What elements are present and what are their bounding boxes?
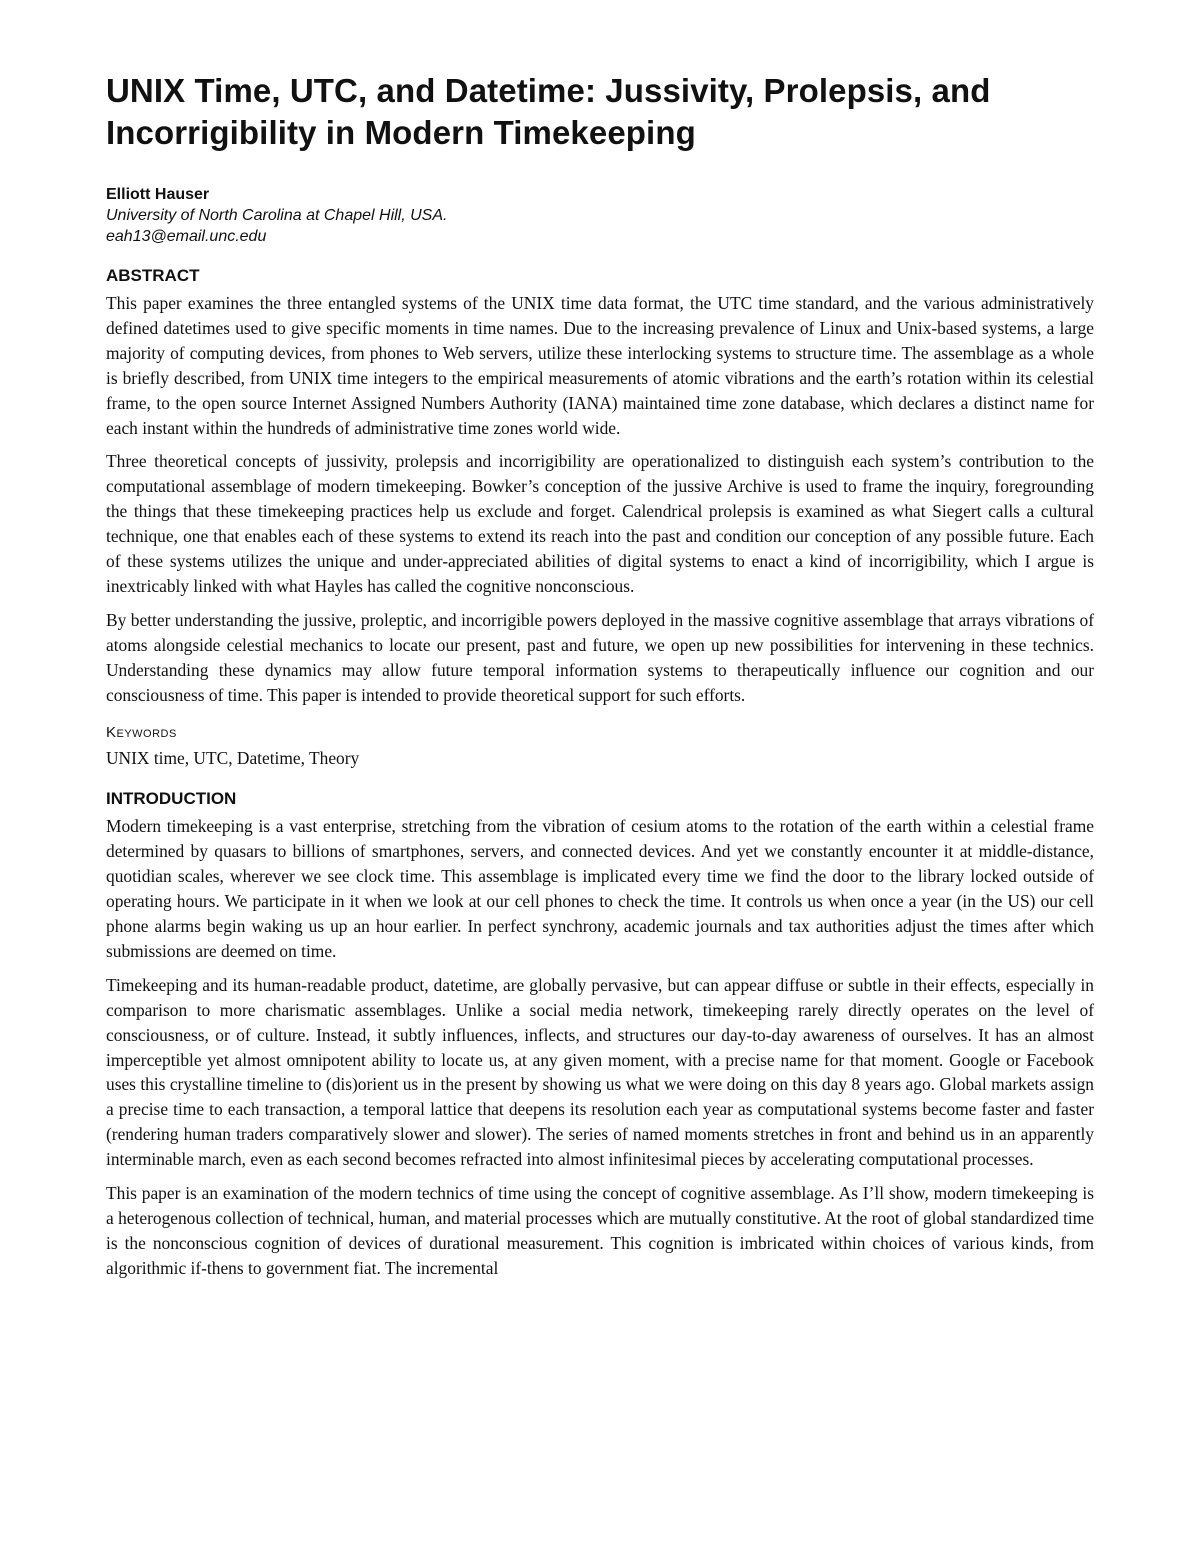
abstract-heading: ABSTRACT — [106, 266, 200, 285]
introduction-paragraph: Modern timekeeping is a vast enterprise, stretching from the vibration of cesium atoms to the rotation of the earth within a celestial frame determined by quasars to billions of smartphones, servers, and connected devices. And yet we constantly encounter it at middle-distance, quotidian scales, wherever we see clock time. This assemblage is implicated every time we find the door to the library locked outside of operating hours. We participate in it when we look at our cell phones to check the time. It controls us when once a year (in the US) our cell phone alarms begin waking us up an hour earlier. In perfect synchrony, academic journals and tax authorities adjust the times after which submissions are deemed on time. — [106, 816, 1094, 961]
abstract-paragraph: By better understanding the jussive, proleptic, and incorrigible powers deployed in the massive cognitive assemblage that arrays vibrations of atoms alongside celestial mechanics to locate our present, past and future, we open up new possibilities for intervening in these technics. Understanding these dynamics may allow future temporal information systems to therapeutically influence our cognition and our consciousness of time. This paper is intended to provide theoretical support for such efforts. — [106, 609, 1094, 705]
paper-page — [106, 70, 1094, 1290]
author-block — [106, 184, 1094, 247]
introduction-paragraph: This paper is an examination of the modern technics of time using the concept of cognitive assemblage. As I’ll show, modern timekeeping is a heterogenous collection of technical, human, and material processes which are mutually constitutive. At the root of global standardized time is the nonconscious cognition of devices of durational measurement. This cognition is imbricated within choices of various kinds, from algorithmic if-thens to government fiat. The incremental — [106, 1183, 1094, 1278]
introduction-paragraph: Timekeeping and its human-readable product, datetime, are globally pervasive, but can appear diffuse or subtle in their effects, especially in comparison to more charismatic assemblages. Unlike a social media network, timekeeping rarely directly operates on the level of consciousness, or of culture. Instead, it subtly influences, inflects, and structures our day-to-day awareness of ourselves. It has an almost imperceptible yet almost omnipotent ability to locate us, at any given moment, with a precise name for that moment. Google or Facebook uses this crystalline timeline to (dis)orient us in the present by showing us what we were doing on this day 8 years ago. Global markets assign a precise time to each transaction, a temporal lattice that deepens its resolution each year as computational systems become faster and faster (rendering human traders comparatively slower and slower). The series of named moments stretches in front and behind us in an apparently interminable march, even as each second becomes refracted into almost infinitesimal pieces by accelerating computational processes. — [106, 974, 1094, 1170]
author-affiliation: University of North Carolina at Chapel Hill, USA. — [106, 207, 448, 224]
abstract-paragraph: This paper examines the three entangled systems of the UNIX time data format, the UTC time standard, and the various administratively defined datetimes used to give specific moments in time names. Due to the increasing prevalence of Linux and Unix-based systems, a large majority of computing devices, from phones to Web servers, utilize these interlocking systems to structure time. The assemblage as a whole is briefly described, from UNIX time integers to the empirical measurements of atomic vibrations and the earth’s rotation within its celestial frame, to the open source Internet Assigned Numbers Authority (IANA) maintained time zone database, which declares a distinct name for each instant within the hundreds of administrative time zones world wide. — [106, 293, 1094, 438]
paper-title: UNIX Time, UTC, and Datetime: Jussivity, Prolepsis, and Incorrigibility in Modern Timekeeping — [106, 72, 991, 151]
keywords-heading: Keywords — [106, 723, 177, 741]
keywords-list: UNIX time, UTC, Datetime, Theory — [106, 747, 360, 768]
introduction-heading: INTRODUCTION — [106, 789, 237, 809]
abstract-paragraph: Three theoretical concepts of jussivity, prolepsis and incorrigibility are operationalized to distinguish each system’s contribution to the computational assemblage of modern timekeeping. Bowker’s conception of the jussive Archive is used to frame the inquiry, foregrounding the things that these timekeeping practices help us exclude and forget. Calendrical prolepsis is examined as what Siegert calls a cultural technique, one that enables each of these systems to extend its reach into the past and condition our conception of any possible future. Each of these systems utilizes the unique and under-appreciated abilities of digital systems to enact a kind of incorrigibility, which I argue is inextricably linked with what Hayles has called the cognitive nonconscious. — [106, 451, 1094, 596]
author-name: Elliott Hauser — [106, 186, 210, 203]
author-email: eah13@email.unc.edu — [106, 228, 267, 245]
